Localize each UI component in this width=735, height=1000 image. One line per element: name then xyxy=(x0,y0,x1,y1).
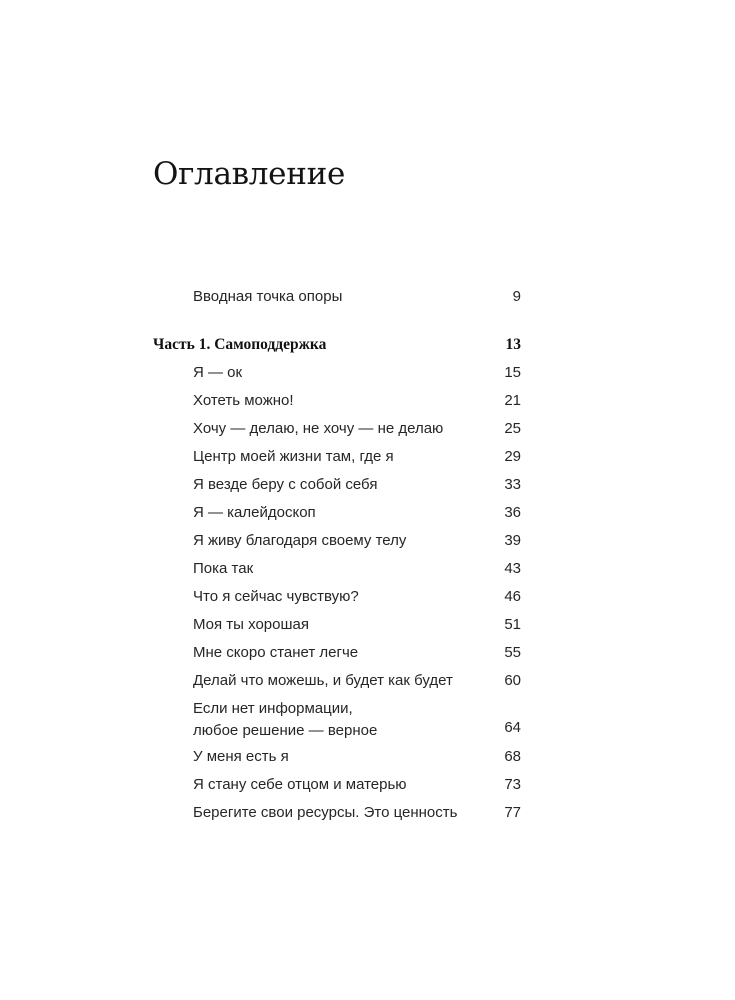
toc-entry[interactable] xyxy=(153,499,521,527)
toc-entry[interactable] xyxy=(153,611,521,639)
toc-entry-title: Я везде беру с собой себя xyxy=(193,476,378,493)
toc-entry-page: 64 xyxy=(504,719,521,736)
toc-entry-page: 60 xyxy=(504,672,521,689)
toc-entry-title: Делай что можешь, и будет как будет xyxy=(193,672,453,689)
toc-entry[interactable] xyxy=(153,443,521,471)
toc-part-page: 13 xyxy=(505,336,521,353)
toc-entry-page: 46 xyxy=(504,588,521,605)
toc-entry-page: 15 xyxy=(504,364,521,381)
toc-entry[interactable] xyxy=(153,583,521,611)
toc-entry-page: 51 xyxy=(504,616,521,633)
toc-entry[interactable] xyxy=(153,639,521,667)
toc-entry-title xyxy=(193,698,377,742)
toc-entry-page: 21 xyxy=(504,392,521,409)
toc-entry-title: Пока так xyxy=(193,560,254,577)
toc-entry-title-line: любое решение — верное xyxy=(193,722,378,739)
page-title: Оглавление xyxy=(153,156,345,192)
toc-entry-page: 25 xyxy=(504,420,521,437)
toc-entry-title: Я — ок xyxy=(193,364,243,381)
toc-entry[interactable] xyxy=(153,743,521,771)
toc-entry-page: 55 xyxy=(504,644,521,661)
toc-entry-page: 73 xyxy=(504,776,521,793)
toc-entry[interactable] xyxy=(153,799,521,827)
toc-entry-title: Центр моей жизни там, где я xyxy=(193,448,394,465)
toc-entry-title: Моя ты хорошая xyxy=(193,616,309,633)
toc-entry-title: Вводная точка опоры xyxy=(193,288,343,305)
toc-entry-title: Мне скоро станет легче xyxy=(193,644,359,661)
toc-entry[interactable] xyxy=(153,471,521,499)
toc-entry[interactable] xyxy=(153,698,521,742)
toc-entry-title: Я — калейдоскоп xyxy=(193,504,316,521)
toc-entry[interactable] xyxy=(153,667,521,695)
toc-entry-title: Хочу — делаю, не хочу — не делаю xyxy=(193,420,444,437)
toc-entry[interactable] xyxy=(153,387,521,415)
toc-part-title: Часть 1. Самоподдержка xyxy=(153,336,327,353)
toc-entry-page: 36 xyxy=(504,504,521,521)
toc-part-heading[interactable] xyxy=(153,331,521,359)
toc-entry-title: Я живу благодаря своему телу xyxy=(193,532,407,549)
toc-entry-title: Я стану себе отцом и матерью xyxy=(193,776,407,793)
toc-entry-intro[interactable] xyxy=(153,283,521,311)
toc-entry[interactable] xyxy=(153,527,521,555)
toc-entry[interactable] xyxy=(153,555,521,583)
toc-entry-title: У меня есть я xyxy=(193,748,289,765)
toc-entry-page: 39 xyxy=(504,532,521,549)
toc-entry-title: Берегите свои ресурсы. Это ценность xyxy=(193,804,458,821)
toc-entry[interactable] xyxy=(153,415,521,443)
toc-entry-page: 68 xyxy=(504,748,521,765)
toc-entry-page: 77 xyxy=(504,804,521,821)
toc-entry[interactable] xyxy=(153,771,521,799)
toc-entry-title-line: Если нет информации, xyxy=(193,700,353,717)
toc-entry-page: 9 xyxy=(512,288,521,305)
toc-entry-page: 29 xyxy=(504,448,521,465)
toc-entry-title: Что я сейчас чувствую? xyxy=(193,588,359,605)
toc-entry-page: 33 xyxy=(504,476,521,493)
toc-entry-page: 43 xyxy=(504,560,521,577)
toc-entry[interactable] xyxy=(153,359,521,387)
toc-entry-title: Хотеть можно! xyxy=(193,392,294,409)
